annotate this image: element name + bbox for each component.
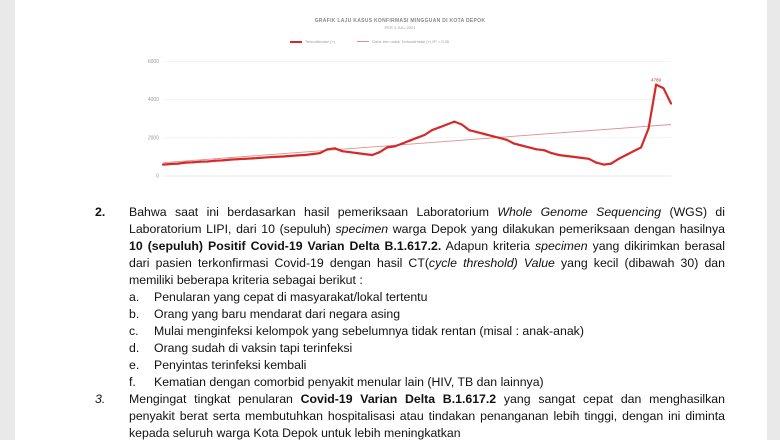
data-point — [229, 158, 231, 160]
text-run: yang kecil (dibawah 30) dan memiliki beberapa kriteria sebagai berikut : — [129, 256, 725, 287]
data-point — [558, 154, 560, 156]
list-item — [129, 374, 725, 391]
data-point — [266, 156, 268, 158]
text-run-bold: 10 (sepuluh) Positif Covid-19 Varian Delta B.1.617.2. — [129, 239, 442, 253]
data-point — [184, 162, 186, 164]
paragraph-number: 2. — [95, 205, 106, 219]
data-point — [341, 150, 343, 152]
data-point — [371, 154, 373, 156]
data-point — [431, 129, 433, 131]
chart-subtitle: PER 3 JULI 2021 — [384, 25, 416, 30]
series-line-confirmed — [163, 85, 671, 165]
data-point — [252, 157, 254, 159]
document-page — [15, 0, 767, 440]
legend-label-confirmed: Terkonfirmasi (+) — [305, 39, 335, 44]
data-point — [169, 163, 171, 165]
data-point — [498, 137, 500, 139]
data-point — [625, 154, 627, 156]
chart-plot — [115, 10, 685, 198]
document-body — [95, 204, 725, 440]
list-item — [129, 289, 725, 306]
paragraph-2 — [95, 204, 725, 289]
data-point — [543, 149, 545, 151]
data-point — [647, 127, 649, 129]
data-point — [513, 142, 515, 144]
list-letter: d. — [129, 341, 140, 355]
data-point — [311, 153, 313, 155]
list-letter: c. — [129, 324, 139, 338]
list-text: Orang yang baru mendarat dari negara asing — [154, 307, 401, 321]
data-point — [461, 123, 463, 125]
data-point — [618, 158, 620, 160]
data-point — [453, 121, 455, 123]
data-point — [662, 87, 664, 89]
data-point — [244, 158, 246, 160]
data-point — [603, 163, 605, 165]
data-point — [580, 157, 582, 159]
data-point — [296, 154, 298, 156]
list-item — [129, 340, 725, 357]
data-point — [438, 126, 440, 128]
data-point — [192, 161, 194, 163]
data-point — [393, 145, 395, 147]
trend-line — [163, 124, 671, 162]
data-point — [326, 148, 328, 150]
text-run: (WGS) di Laboratorium LIPI, dari 10 (sepuluh) — [129, 205, 725, 236]
text-run: Adapun kriteria — [441, 239, 535, 253]
text-run-italic: Whole Genome Sequencing — [497, 205, 662, 219]
text-run: yang sangat cepat dan menghasilkan penyakit berat serta membutuhkan hospitalisasi atau tindakan penanganan lebih tinggi, dengan ini diminta kepada seluruh warga Kota Depok untuk lebih meningkatkan — [129, 392, 725, 440]
data-point — [364, 153, 366, 155]
paragraph-number: 3. — [95, 392, 106, 406]
text-run-italic: specimen — [534, 239, 588, 253]
y-tick-label: 6000 — [147, 59, 159, 66]
text-run-bold: Covid-19 Varian Delta B.1.617.2 — [300, 392, 497, 406]
data-point — [408, 140, 410, 142]
chart-title: GRAFIK LAJU KASUS KONFIRMASI MINGGUAN DI KOTA DEPOK — [314, 18, 486, 24]
y-tick-label: 4000 — [147, 97, 159, 104]
data-point — [483, 133, 485, 135]
data-point — [640, 146, 642, 148]
data-point — [289, 155, 291, 157]
list-item — [129, 306, 725, 323]
text-run: Mengingat tingkat penularan — [129, 392, 301, 406]
data-point — [491, 135, 493, 137]
data-point — [281, 155, 283, 157]
paragraph-3 — [95, 391, 725, 440]
data-point — [416, 137, 418, 139]
criteria-list — [95, 289, 725, 391]
list-text: Mulai menginfeksi kelompok yang sebelumnya tidak rentan (misal : anak-anak) — [154, 324, 584, 338]
list-letter: b. — [129, 307, 140, 321]
data-point — [304, 154, 306, 156]
data-point — [468, 129, 470, 131]
text-run: yang dikirimkan berasal dari pasien terkonfirmasi Covid-19 dengan hasil CT( — [129, 239, 725, 270]
list-letter: e. — [129, 358, 140, 372]
list-letter: f. — [129, 375, 136, 389]
data-point — [573, 156, 575, 158]
list-item — [129, 323, 725, 340]
data-point — [274, 156, 276, 158]
data-point — [610, 163, 612, 165]
data-point — [506, 139, 508, 141]
data-point — [655, 84, 657, 86]
data-point — [319, 152, 321, 154]
text-run: warga Depok yang dilakukan pemeriksaan dengan hasilnya — [388, 222, 725, 236]
data-point — [334, 147, 336, 149]
data-point — [386, 146, 388, 148]
data-point — [535, 148, 537, 150]
list-text: Penyintas terinfeksi kembali — [154, 358, 307, 372]
peak-data-label: 4789 — [651, 77, 662, 83]
data-point — [476, 131, 478, 133]
text-run: Bahwa saat ini berdasarkan hasil pemeriksaan Laboratorium — [129, 205, 498, 219]
y-tick-label: 0 — [156, 173, 159, 180]
data-point — [565, 155, 567, 157]
data-point — [446, 123, 448, 125]
data-point — [162, 163, 164, 165]
text-run-italic: cycle threshold) Value — [428, 256, 555, 270]
data-point — [595, 162, 597, 164]
data-point — [356, 152, 358, 154]
legend-label-trend: Garis tren untuk Terkonfirmasi (+) R² = 0,35 — [371, 39, 449, 44]
data-point — [349, 151, 351, 153]
data-point — [177, 163, 179, 165]
data-point — [633, 150, 635, 152]
data-point — [423, 134, 425, 136]
data-point — [401, 142, 403, 144]
data-point — [222, 159, 224, 161]
list-item — [129, 357, 725, 374]
data-point — [207, 160, 209, 162]
data-point — [379, 151, 381, 153]
list-text: Orang sudah di vaksin tapi terinfeksi — [154, 341, 353, 355]
data-point — [528, 146, 530, 148]
data-point — [520, 144, 522, 146]
y-tick-label: 2000 — [147, 135, 159, 142]
list-text: Kematian dengan comorbid penyakit menular lain (HIV, TB dan lainnya) — [154, 375, 544, 389]
data-point — [588, 158, 590, 160]
data-point — [237, 158, 239, 160]
weekly-cases-chart — [115, 10, 685, 198]
list-letter: a. — [129, 290, 140, 304]
data-point — [550, 152, 552, 154]
data-point — [199, 161, 201, 163]
data-point — [670, 102, 672, 104]
text-run-italic: specimen — [335, 222, 389, 236]
data-point — [259, 157, 261, 159]
data-point — [214, 160, 216, 162]
list-text: Penularan yang cepat di masyarakat/lokal tertentu — [154, 290, 428, 304]
